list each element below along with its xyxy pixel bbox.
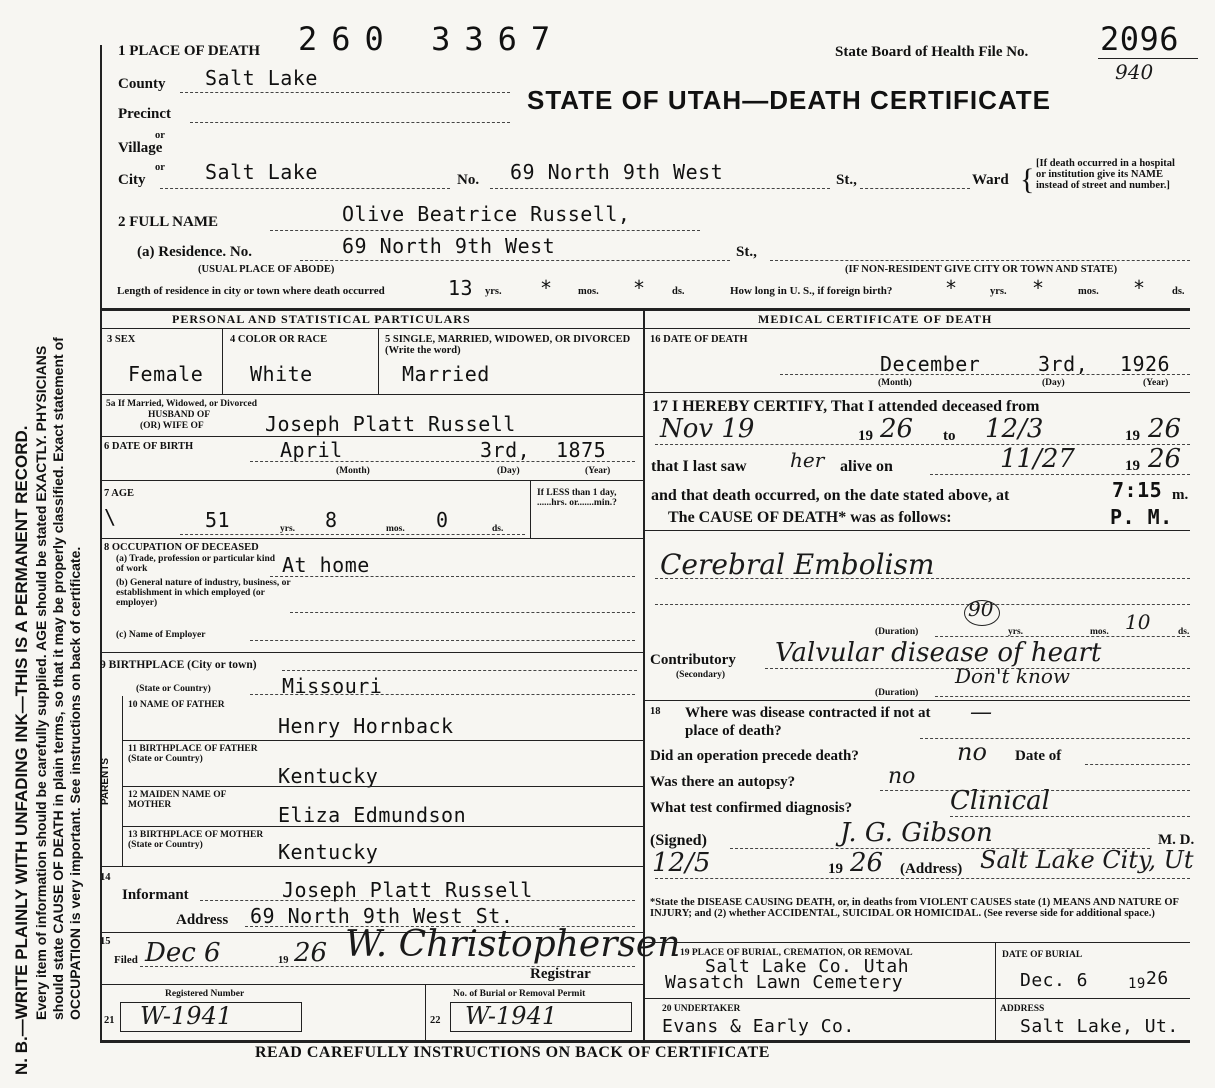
street-value: 69 North 9th West: [510, 160, 724, 184]
spouse-value: Joseph Platt Russell: [265, 412, 516, 436]
contracted-label: Where was disease contracted if not at place of death?: [685, 705, 931, 739]
last-saw-year: 26: [1148, 444, 1182, 474]
signed-date: 12/5: [652, 848, 711, 878]
certificate-title: STATE OF UTAH—DEATH CERTIFICATE: [527, 85, 1051, 115]
mother-birthplace-value: Kentucky: [278, 840, 379, 864]
ward-label: Ward: [972, 172, 1009, 188]
cause-label: The CAUSE OF DEATH* was as follows:: [668, 509, 952, 526]
mother-value: Eliza Edmundson: [278, 803, 467, 827]
county-label: County: [118, 76, 166, 92]
dob-month: April: [280, 438, 343, 462]
dob-day: 3rd,: [480, 438, 531, 462]
burial-place-2: Wasatch Lawn Cemetery: [665, 972, 904, 993]
marital-value: Married: [402, 362, 490, 386]
autopsy-value: no: [888, 764, 916, 789]
last-saw-date: 11/27: [1000, 444, 1075, 474]
full-name-label: 2 FULL NAME: [118, 214, 219, 230]
signed-label: (Signed): [650, 832, 707, 849]
undertaker-address: Salt Lake, Ut.: [1020, 1016, 1179, 1037]
test-label: What test confirmed diagnosis?: [650, 800, 853, 816]
registered-number: W-1941: [140, 1002, 233, 1030]
burial-date: Dec. 6: [1020, 970, 1089, 991]
file-no: 2096: [1100, 20, 1180, 58]
burial-permit-number: W-1941: [465, 1002, 558, 1030]
death-day: 3rd,: [1038, 352, 1089, 376]
city-label: City: [118, 172, 146, 188]
cause-note: *State the DISEASE CAUSING DEATH, or, in deaths from VIOLENT CAUSES state (1) MEANS AND NATURE OF INJURY; and (2) whether ACCIDENTAL, SUICIDAL OR HOMICIDAL. (See reverse side for additional space.): [650, 897, 1179, 919]
file-no-label: State Board of Health File No.: [835, 44, 1029, 60]
age-ds: 0: [436, 508, 449, 532]
death-month: December: [880, 352, 981, 376]
signed-year: 26: [850, 848, 884, 878]
sex-value: Female: [128, 362, 204, 386]
filed-year: 26: [294, 938, 328, 968]
precinct-label: Precinct: [118, 106, 172, 122]
undertaker-value: Evans & Early Co.: [662, 1016, 855, 1037]
occupation-value: At home: [282, 553, 370, 577]
length-yrs: 13: [448, 276, 474, 300]
attended-from-year: 26: [880, 414, 914, 444]
certificate-number: 260 3367: [298, 20, 565, 58]
margin-instruction-3: should state CAUSE OF DEATH in plain terms, so that it may be properly classified. Exact statement of: [50, 337, 66, 1020]
contributory-duration: Don't know: [955, 664, 1071, 688]
full-name-value: Olive Beatrice Russell,: [342, 202, 631, 226]
father-birthplace-value: Kentucky: [278, 764, 379, 788]
test-value: Clinical: [950, 786, 1050, 816]
age-mos: 8: [325, 508, 338, 532]
death-year: 26: [1145, 352, 1171, 376]
age-yrs: 51: [205, 508, 231, 532]
duration-yrs: 90: [968, 597, 994, 621]
personal-heading: PERSONAL AND STATISTICAL PARTICULARS: [172, 312, 471, 326]
father-value: Henry Hornback: [278, 714, 454, 738]
certify-label: 17 I HEREBY CERTIFY, That I attended deceased from: [652, 398, 1040, 415]
length-residence-label: Length of residence in city or town where death occurred: [117, 285, 385, 297]
color-value: White: [250, 362, 313, 386]
operation-value: no: [957, 738, 987, 766]
birthplace-value: Missouri: [282, 674, 383, 698]
physician-address: Salt Lake City, Ut: [980, 846, 1194, 874]
registrar-label: Registrar: [530, 966, 591, 982]
burial-place-1: Salt Lake Co. Utah: [705, 956, 910, 977]
residence-value: 69 North 9th West: [342, 234, 556, 258]
dob-year: 1875: [556, 438, 607, 462]
registrar-signature: W. Christophersen: [345, 924, 681, 965]
duration-mos: 10: [1125, 610, 1151, 634]
death-certificate: N. B.—WRITE PLAINLY WITH UNFADING INK—THIS IS A PERMANENT RECORD. Every item of information should be carefully supplied. AGE should be stated EXACTLY. PHYSICIANS should state CAUSE OF DEATH in plain terms, so that it may be properly classified. Exact statement of OCCUPATION is very important. See instructions on back of certificate. 1 PLACE OF DEATH 260 3367 State Board of Health File No. 2096 940 STATE OF UTAH—DEATH CERTIFICATE County Salt Lake Precinct or Village or City Salt Lake No. 69 North 9th West St., Ward { [If death occurred in a hospital or institution give its NAME instead of street and number.] 2 FULL NAME Olive Beatrice Russell, (a) Residence. No. 69 North 9th West St., (USUAL PLACE OF ABODE) (IF NON-RESIDENT GIVE CITY OR TOWN AND STATE) Length of residence in city or town where death occurred 13 yrs. * mos. * ds. How long in U. S., if foreign birth? * yrs. * mos. * ds. PERSONAL AND STATISTICAL PARTICULARS MEDICAL CERTIFICATE OF DEATH 3 SEX 4 COLOR OR RACE 5 SINGLE, MARRIED, WIDOWED, OR DIVORCED (Write the word) Female White Married 5a If Married, Widowed, or Divorced HUSBAND OF (OR) WIFE OF Joseph Platt Russell 6 DATE OF BIRTH April 3rd, 1875 (Month) (Day) (Year) 7 AGE \ 51 yrs. 8 mos. 0 ds. If LESS than 1 day, ......hrs. or.......min.? 8 OCCUPATION OF DECEASED (a) Trade, profession or particular kind of work At home (b) General nature of industry, business, or establishment in which employed (or employer) (c) Name of Employer 9 BIRTHPLACE (City or town) (State or Country) Missouri PARENTS 10 NAME OF FATHER Henry Hornback 11 BIRTHPLACE OF FATHER (State or Country) Kentucky 12 MAIDEN NAME OF MOTHER Eliza Edmundson 13 BIRTHPLACE OF MOTHER (State or Country) Kentucky 14 Informant Joseph Platt Russell Address 69 North 9th West St. 15 Filed Dec 6 19 26 W. Christophersen Registrar Registered Number No. of Burial or Removal Permit 21 W-1941 22 W-1941 16 DATE OF DEATH December 3rd, 19 26 (Month) (Day) (Year) 17 I HEREBY CERTIFY, That I attended deceased from Nov 19 19 26 to 12/3 19 26 that I last saw her alive on 11/27 19 26 and that death occurred, on the date stated above, at 7:15 m. The CAUSE OF DEATH* was as follows: P. M. Cerebral Embolism (Duration) 90 yrs. mos. 10 ds. Contributory (Secondary) Valvular disease of heart Don't know (Duration) 18 Where was disease contracted if not at place of death? — Did an operation precede death? no Date of Was there an autopsy? no What test confirmed diagnosis? Clinical (Signed) J. G. Gibson M. D. 12/5 19 26 (Address) Salt Lake City, Ut *State the DISEASE CAUSING DEATH, or, in deaths from VIOLENT CAUSES state (1) MEANS AND NATURE OF INJURY; and (2) whether ACCIDENTAL, SUICIDAL OR HOMICIDAL. (See reverse side for additional space.) 19 PLACE OF BURIAL, CREMATION, OR REMOVAL Salt Lake Co. Utah Wasatch Lawn Cemetery DATE OF BURIAL Dec. 6 19 26 20 UNDERTAKER Evans & Early Co. ADDRESS Salt Lake, Ut. READ CAREFULLY INSTRUCTIONS ON BACK OF CERTIFICATE: [0, 0, 1215, 1088]
informant-label: Informant: [122, 887, 189, 903]
street-no-label: No.: [457, 172, 480, 188]
filed-date: Dec 6: [145, 938, 221, 968]
parents-label: PARENTS: [100, 757, 111, 805]
margin-instruction-1: N. B.—WRITE PLAINLY WITH UNFADING INK—THIS IS A PERMANENT RECORD.: [12, 425, 31, 1075]
attended-from: Nov 19: [660, 414, 755, 444]
operation-label: Did an operation precede death?: [650, 748, 859, 764]
death-time: 7:15: [1112, 478, 1163, 502]
informant-address-label: Address: [176, 912, 229, 928]
medical-heading: MEDICAL CERTIFICATE OF DEATH: [758, 312, 993, 326]
burial-year: 26: [1146, 968, 1169, 989]
file-no-sub: 940: [1115, 60, 1154, 84]
contributory-value: Valvular disease of heart: [775, 638, 1102, 668]
death-year-pre: 19: [1120, 352, 1146, 376]
informant-address-value: 69 North 9th West St.: [250, 904, 514, 928]
contributory-label: Contributory: [650, 652, 736, 668]
footer-instructions: READ CAREFULLY INSTRUCTIONS ON BACK OF CERTIFICATE: [255, 1044, 770, 1061]
place-of-death-label: 1 PLACE OF DEATH: [118, 43, 261, 59]
pm-value: P. M.: [1110, 505, 1173, 529]
attended-to: 12/3: [985, 414, 1044, 444]
hospital-note: [If death occurred in a hospital or institution give its NAME instead of street and number.]: [1036, 158, 1175, 191]
how-long-us-label: How long in U. S., if foreign birth?: [730, 285, 893, 297]
attended-to-year: 26: [1148, 414, 1182, 444]
signed-value: J. G. Gibson: [840, 818, 993, 848]
village-label: Village: [118, 140, 163, 156]
form-left-border: [100, 45, 102, 1040]
city-value: Salt Lake: [205, 160, 318, 184]
residence-label: (a) Residence. No.: [137, 244, 252, 260]
county-value: Salt Lake: [205, 66, 318, 90]
margin-instruction-2: Every item of information should be carefully supplied. AGE should be stated EXACTLY. PHYSICIANS: [33, 345, 49, 1020]
cause-value: Cerebral Embolism: [660, 548, 935, 581]
autopsy-label: Was there an autopsy?: [650, 774, 796, 790]
margin-instruction-4: OCCUPATION is very important. See instructions on back of certificate.: [67, 546, 83, 1020]
informant-value: Joseph Platt Russell: [282, 878, 533, 902]
